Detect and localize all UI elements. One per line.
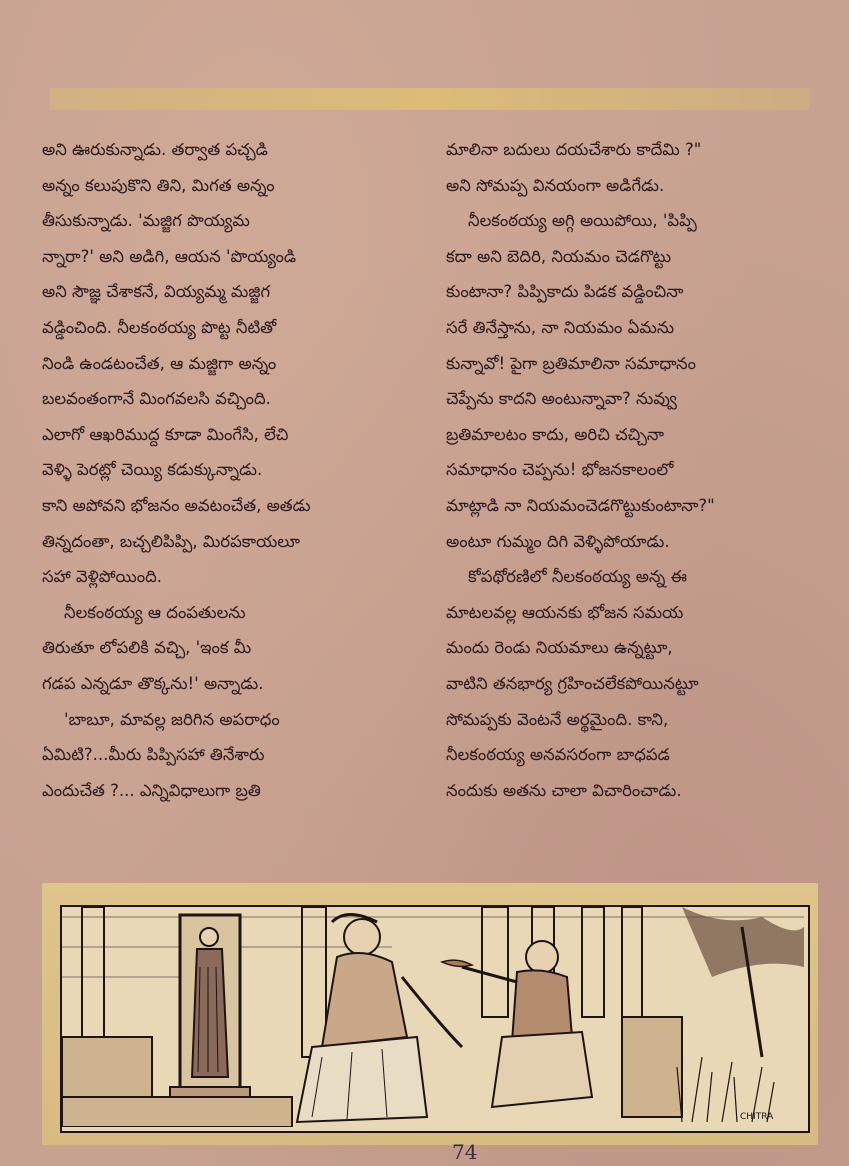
text-line: మాటలవల్ల ఆయనకు భోజన సమయ (446, 602, 684, 622)
text-line: ఎందుచేత ?... ఎన్నివిధాలుగా బ్రతి (42, 780, 261, 800)
text-line: ఎలాగో ఆఖరిముద్ద కూడా మింగేసి, లేచి (42, 424, 289, 444)
text-line: కుంటానా? పిప్పికాదు పిడక వడ్డించినా (446, 282, 684, 302)
text-line: అని సోమప్ప వినయంగా అడిగేడు. (446, 175, 665, 195)
story-illustration (60, 905, 810, 1133)
text-line: సమాధానం చెప్పను! భోజనకాలంలో (446, 460, 674, 480)
text-line: వెళ్ళి పెరట్లో చెయ్యి కడుక్కున్నాడు. (42, 460, 263, 480)
text-line: బలవంతంగానే మింగవలసి వచ్చింది. (42, 389, 271, 409)
text-line: కాని అపోవని భోజనం అవటంచేత, అతడు (42, 495, 311, 515)
text-line: అని సౌజ్ఞ చేశాకనే, వియ్యమ్మ మజ్జిగ (42, 282, 271, 302)
text-line: కదా అని బెదిరి, నియమం చెడగొట్టు (446, 246, 672, 266)
illustration-panel (42, 883, 818, 1145)
text-line: సోమప్పకు వెంటనే అర్థమైంది. కాని, (446, 709, 669, 729)
text-line: నిండి ఉండటంచేత, ఆ మజ్జిగా అన్నం (42, 353, 277, 373)
text-line: తీసుకున్నాడు. 'మజ్జిగ పొయ్యమ (42, 211, 250, 231)
text-line: అంటూ గుమ్మం దిగి వెళ్ళిపోయాడు. (446, 531, 670, 551)
text-line: న్నారా?' అని అడిగి, ఆయన 'పొయ్యండి (42, 246, 297, 266)
artist-signature: CHITRA (740, 1112, 774, 1122)
text-line: చెప్పేను కాదని అంటున్నావా? నువ్వు (446, 389, 677, 409)
text-line: ఏమిటి?...మీరు పిప్పిసహా తినేశారు (42, 745, 265, 765)
text-line: నందుకు అతను చాలా విచారించాడు. (446, 780, 682, 800)
text-line: బ్రతిమాలటం కాదు, అరిచి చచ్చినా (446, 424, 665, 444)
text-line: తిరుతూ లోపలికి వచ్చి, 'ఇంక మీ (42, 638, 252, 658)
illustration-drawing (62, 907, 804, 1127)
text-line: సరే తినేస్తాను, నా నియమం ఏమను (446, 317, 675, 337)
text-line: నీలకంఠయ్య ఆ దంపతులను (64, 602, 246, 622)
right-text-column (446, 132, 821, 808)
text-line: మాట్లాడి నా నియమంచెడగొట్టుకుంటానా?" (446, 495, 715, 515)
text-line: మాలినా బదులు దయచేశారు కాదేమి ?" (446, 140, 702, 159)
text-line: నీలకంఠయ్య అగ్గి అయిపోయి, 'పిప్పి (468, 211, 697, 231)
text-line: తిన్నదంతా, బచ్చలిపిప్పి, మిరపకాయలూ (42, 531, 301, 551)
text-line: అన్నం కలుపుకొని తిని, మిగత అన్నం (42, 175, 275, 195)
text-line: గడప ఎన్నడూ తొక్కను!' అన్నాడు. (42, 673, 264, 693)
text-line: మందు రెండు నియమాలు ఉన్నట్టూ, (446, 638, 673, 658)
text-line: సహా వెళ్లిపోయింది. (42, 567, 163, 587)
page-number: 74 (452, 1140, 478, 1164)
header-band (50, 88, 810, 110)
text-line: నీలకంఠయ్య అనవసరంగా బాధపడ (446, 745, 670, 765)
text-line: 'బాబూ, మావల్ల జరిగిన అపరాధం (64, 709, 280, 729)
text-line: కున్నావో! పైగా బ్రతిమాలినా సమాధానం (446, 353, 696, 373)
text-line: అని ఊరుకున్నాడు. తర్వాత పచ్చడి (42, 140, 268, 159)
text-line: కోపథోరణిలో నీలకంఠయ్య అన్న ఈ (468, 567, 688, 587)
text-line: వాటిని తనభార్య గ్రహించలేకపోయినట్టూ (446, 673, 699, 693)
left-text-column (42, 132, 417, 808)
text-line: వడ్డించింది. నీలకంఠయ్య పొట్ట నీటితో (42, 317, 277, 337)
